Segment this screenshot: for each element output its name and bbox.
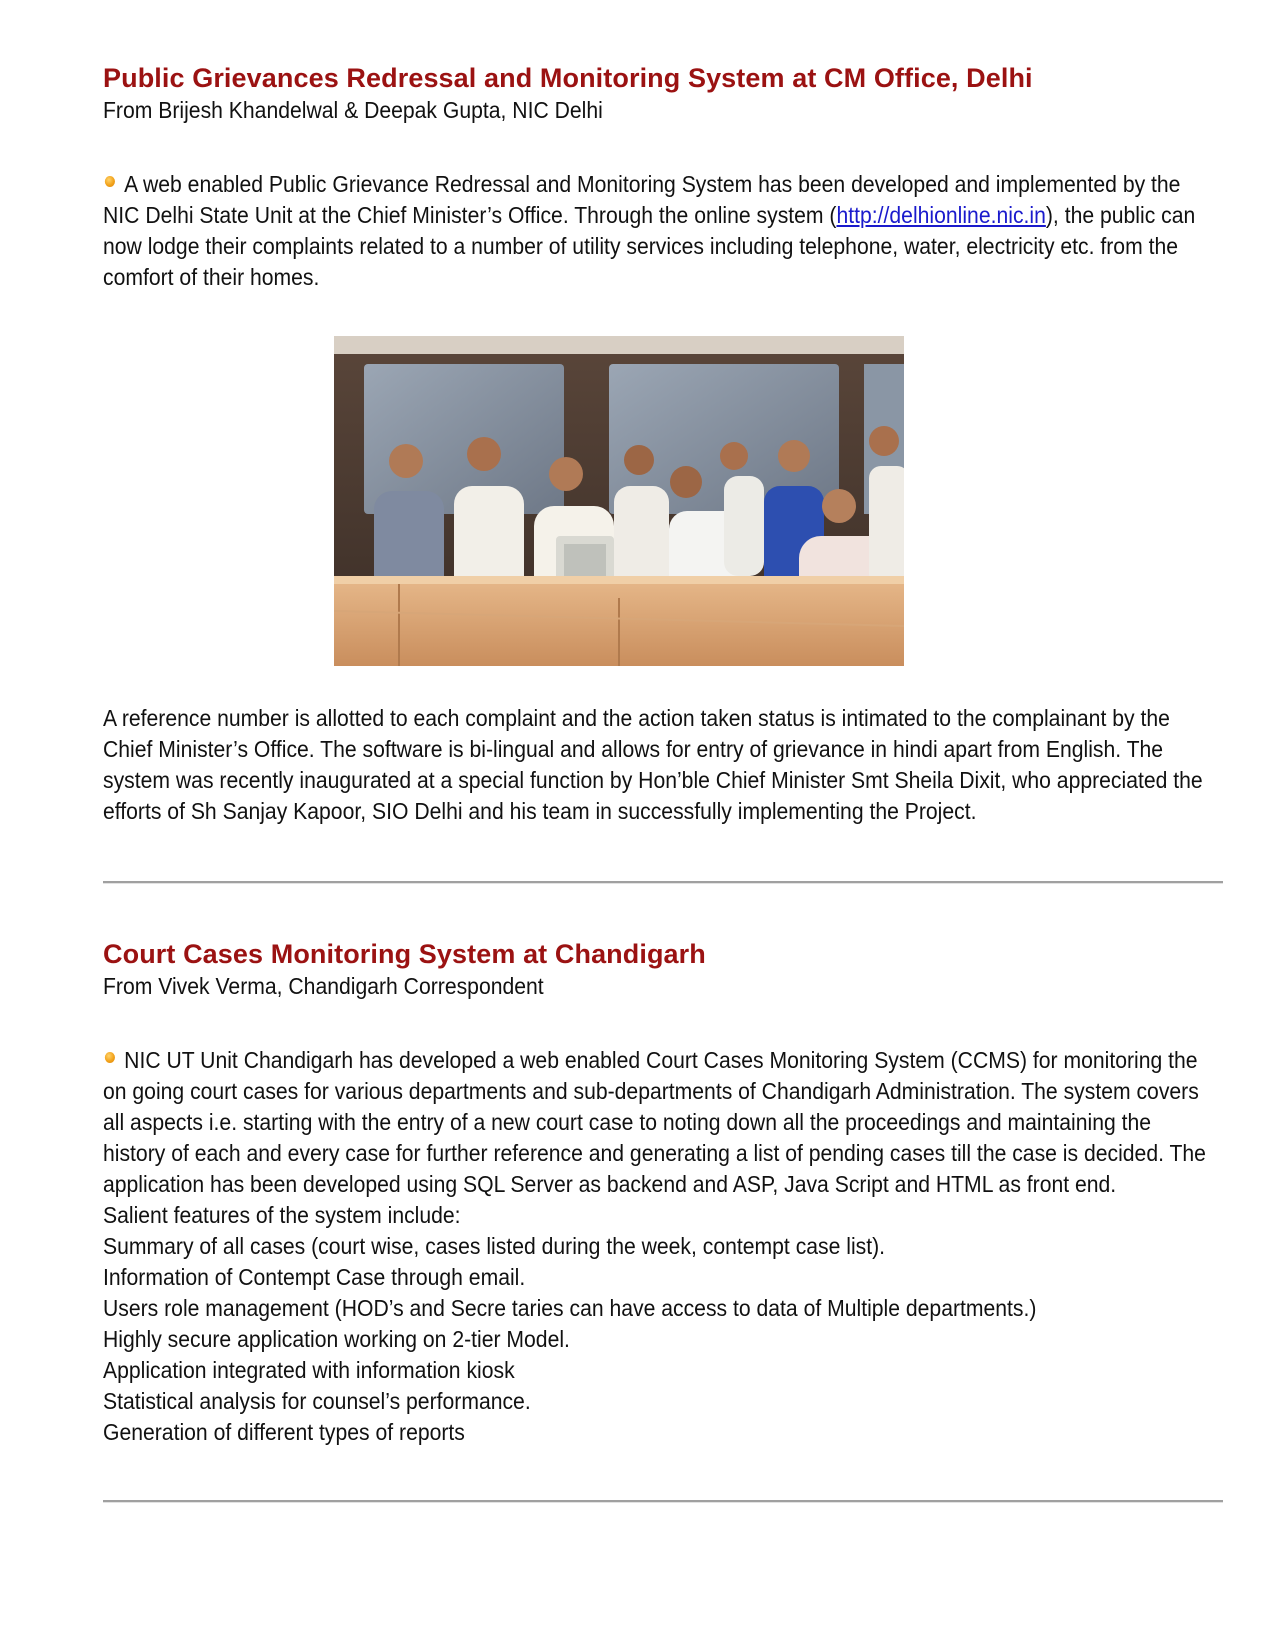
article-paragraph [103,1045,1216,1448]
article-court-cases [103,937,1223,1001]
article-title: Court Cases Monitoring System at Chandigarh [103,939,706,969]
article-grievances-body [103,169,1223,293]
article-grievances [103,61,1223,125]
paragraph-text: NIC UT Unit Chandigarh has developed a web enabled Court Cases Monitoring System (CCMS) for monitoring the on going court cases for various departments and sub-departments of Chandigarh Administration. The system covers all aspects i.e. starting with the entry of a new court case to noting down all the proceedings and maintaining the history of each and every case for further reference and generating a list of pending cases till the case is decided. The application has been developed using SQL Server as backend and ASP, Java Script and HTML as front end. [103,1047,1206,1197]
feature-item: Statistical analysis for counsel’s performance. [103,1388,531,1414]
feature-item: Users role management (HOD’s and Secre taries can have access to data of Multiple departments.) [103,1295,1037,1321]
feature-item: Summary of all cases (court wise, cases listed during the week, contempt case list). [103,1233,886,1259]
orange-bullet-icon [105,176,115,187]
paragraph-text: A web enabled Public Grievance Redressal and Monitoring System has been developed and implemented by the NIC Delhi State Unit at the Chief Minister’s Office. Through the online system ( [103,171,1181,228]
section-divider [103,881,1223,884]
article-byline: From Vivek Verma, Chandigarh Correspondent [103,973,544,999]
inauguration-photo [334,336,904,666]
features-intro: Salient features of the system include: [103,1202,461,1228]
photo-illustration [334,336,904,666]
article-title: Public Grievances Redressal and Monitoring System at CM Office, Delhi [103,63,1033,93]
orange-bullet-icon [105,1052,115,1063]
delhionline-link[interactable]: http://delhionline.nic.in [836,202,1046,228]
article-grievances-body-2 [103,703,1223,827]
feature-item: Generation of different types of reports [103,1419,465,1445]
paragraph-text: ), the public can now lodge their complaints related to a number of utility services including telephone, water, electricity etc. from the comfort of their homes. [103,202,1196,290]
feature-item: Information of Contempt Case through email. [103,1264,526,1290]
article-paragraph [103,169,1216,293]
article-paragraph: A reference number is allotted to each complaint and the action taken status is intimated to the complainant by the Chief Minister’s Office. The software is bi-lingual and allows for entry of grievance in hindi apart from English. The system was recently inaugurated at a special function by Hon’ble Chief Minister Smt Sheila Dixit, who appreciated the efforts of Sh Sanjay Kapoor, SIO Delhi and his team in successfully implementing the Project. [103,705,1203,824]
article-court-cases-body [103,1045,1223,1448]
section-divider [103,1500,1223,1503]
feature-item: Highly secure application working on 2-tier Model. [103,1326,570,1352]
feature-item: Application integrated with information kiosk [103,1357,515,1383]
article-byline: From Brijesh Khandelwal & Deepak Gupta, NIC Delhi [103,97,603,123]
